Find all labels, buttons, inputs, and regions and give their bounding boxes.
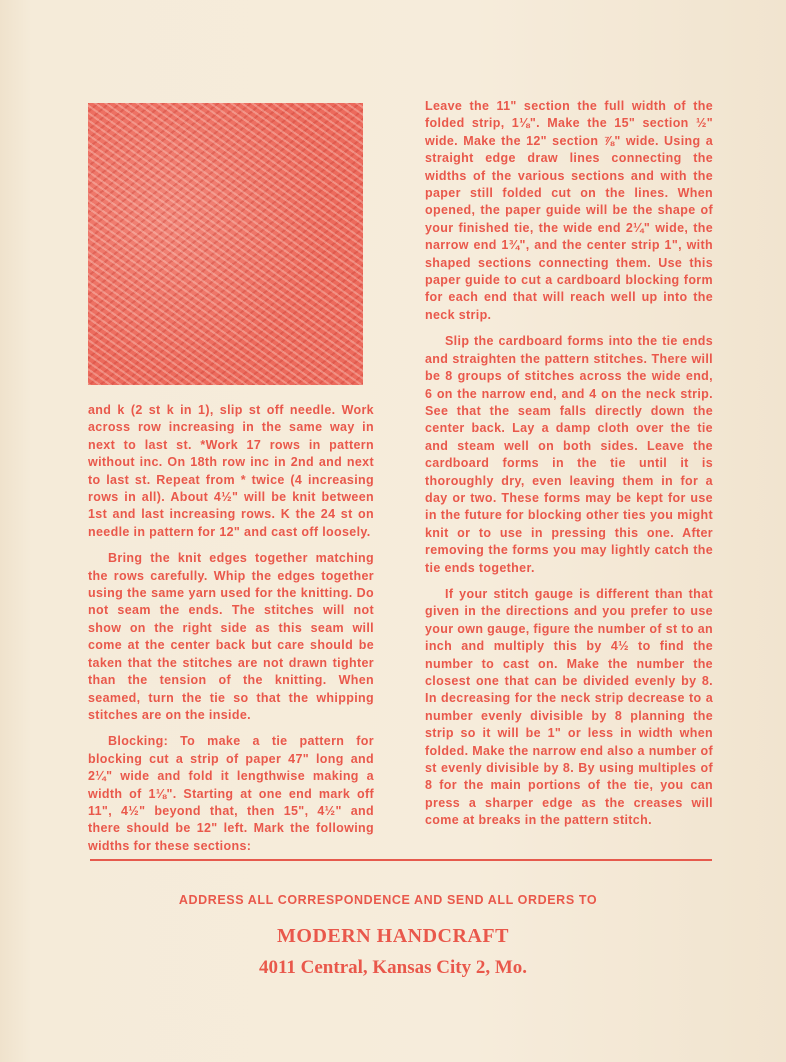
- paragraph: Blocking: To make a tie pattern for blocking cut a strip of paper 47" long and 2¼" wide and fold it lengthwise making a width of 1⅛". Starting at one end mark off 11", 4½" beyond that, then 15", 4½" and there should be 12" left. Mark the following widths for these sections:: [88, 734, 374, 853]
- paragraph: If your stitch gauge is different than that given in the directions and you prefer to use your own gauge, figure the number of st to an inch and multiply this by 4½ to find the number to cast on. Make the number the closest one that can be divided evenly by 8. In decreasing for the neck strip decrease to a number evenly divisible by 8 planning the strip so it will be 1" or less in width when folded. Make the narrow end also a number of st evenly divisible by 8. By using multiples of 8 for the main portions of the tie, you can press a sharper edge as the creases will come at breaks in the pattern stitch.: [425, 586, 713, 828]
- knit-stitch-photo: [88, 103, 363, 385]
- divider: [90, 859, 712, 861]
- paragraph: and k (2 st k in 1), slip st off needle. Work across row increasing in the same way in next to last st. *Work 17 rows in pattern without inc. On 18th row inc in 2nd and next to last st. Repeat from * twice (4 increasing rows in all). About 4½" will be knit between 1st and last increasing rows. K the 24 st on needle in pattern for 12" and cast off loosely.: [88, 403, 374, 539]
- company-address: 4011 Central, Kansas City 2, Mo.: [258, 957, 528, 978]
- footer-notice: ADDRESS ALL CORRESPONDENCE AND SEND ALL ORDERS TO: [178, 893, 598, 907]
- company-name: MODERN HANDCRAFT: [277, 925, 509, 947]
- paragraph: Slip the cardboard forms into the tie ends and straighten the pattern stitches. There will be 8 groups of stitches across the wide end, 6 on the narrow end, and 4 on the neck strip. See that the seam falls directly down the center back. Lay a damp cloth over the tie and steam well on both sides. Leave the cardboard forms in the tie until it is thoroughly dry, even leaving them in for a day or two. These forms may be kept for use in the future for blocking other ties you might knit or to use in pressing this one. After removing the forms you may lightly catch the tie ends together.: [425, 334, 713, 575]
- left-column: [88, 402, 374, 864]
- paragraph: Bring the knit edges together matching the rows carefully. Whip the edges together using the same yarn used for the knitting. Do not seam the ends. The stitches will not show on the right side as this seam will come at the center back but care should be taken that the stitches are not drawn tighter than the tension of the knitting. When seamed, turn the tie so that the whipping stitches are on the inside.: [88, 551, 374, 722]
- right-column: [425, 98, 713, 839]
- paragraph: Leave the 11" section the full width of the folded strip, 1⅛". Make the 15" section ½" wide. Make the 12" section ⅞" wide. Using a straight edge draw lines connecting the widths of the various sections and with the paper still folded cut on the lines. When opened, the paper guide will be the shape of your finished tie, the wide end 2¼" wide, the narrow end 1¾", and the center strip 1", with shaped sections connecting them. Use this paper guide to cut a cardboard blocking form for each end that will reach well up into the neck strip.: [425, 99, 713, 322]
